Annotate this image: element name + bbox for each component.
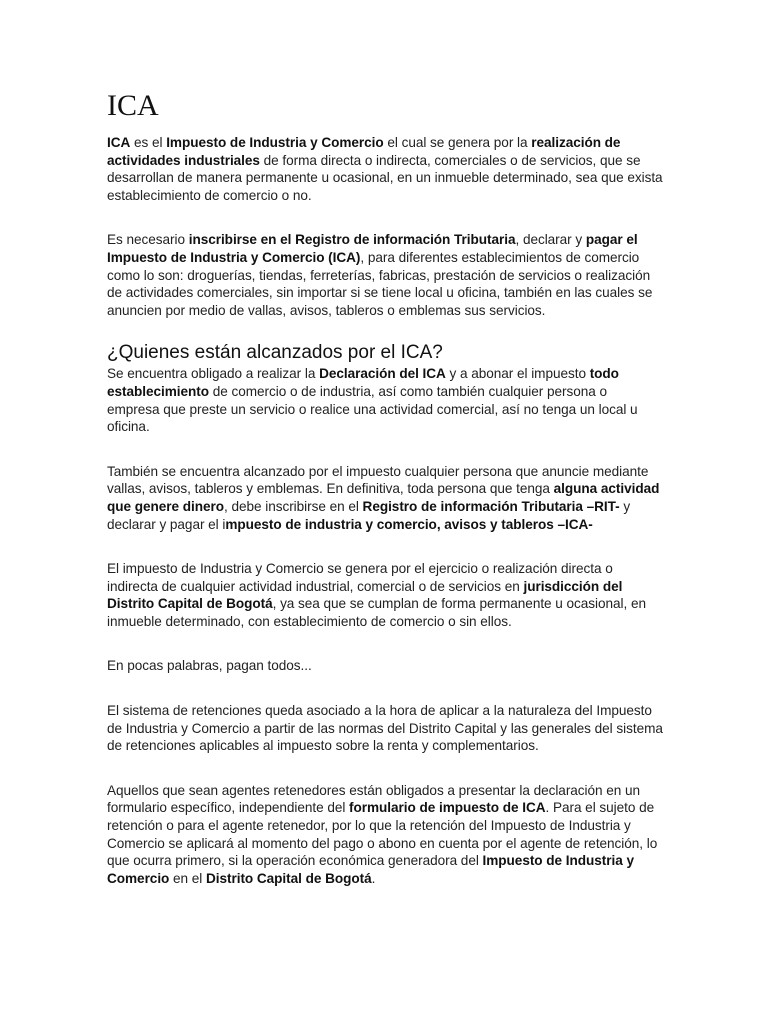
emphasis-text: Registro de información Tributaria –RIT-: [362, 498, 620, 514]
emphasis-text: Impuesto de Industria y Comercio: [166, 135, 384, 150]
emphasis-text: todo establecimiento: [107, 366, 619, 399]
emphasis-text: pagar el Impuesto de Industria y Comercio (ICA): [107, 232, 638, 265]
emphasis-text: inscribirse en el Registro de información Tributaria: [188, 232, 516, 248]
document-page: [107, 88, 663, 887]
emphasis-text: alguna actividad que genere dinero: [107, 481, 660, 514]
emphasis-text: formulario de impuesto de ICA: [349, 800, 546, 816]
document-title: ICA: [107, 89, 159, 122]
emphasis-text: Distrito Capital de Bogotá: [206, 870, 372, 886]
emphasis-text: Impuesto de Industria y Comercio: [107, 853, 634, 886]
emphasis-text: ICA: [107, 135, 131, 150]
paragraph-withholding-system: El sistema de retenciones queda asociado a la hora de aplicar a la naturaleza del Impuesto de Industria y Comercio a partir de las normas del Distrito Capital y las generales del sistema de retenciones aplicables al impuesto sobre la renta y complementarios.: [107, 703, 663, 754]
emphasis-text: mpuesto de industria y comercio, avisos y tableros –ICA-: [225, 516, 593, 532]
paragraph-withholding-agents: Aquellos que sean agentes retenedores están obligados a presentar la declaración en un formulario específico, independiente del formulario de impuesto de ICA. Para el sujeto de retención o para el agente retenedor, por lo que la retención del Impuesto de Industria y Comercio se aplicará al momento del pago o abono en cuenta por el agente de retención, lo que ocurra primero, si la operación económica generadora del Impuesto de Industria y Comercio en el Distrito Capital de Bogotá.: [107, 782, 658, 886]
paragraph-summary: En pocas palabras, pagan todos...: [107, 658, 312, 674]
paragraph-ica-definition: ICA es el Impuesto de Industria y Comercio el cual se genera por la realización de actividades industriales de forma directa o indirecta, comerciales o de servicios, que se desarrollan de manera permanente u ocasional, en un inmueble determinado, sea que exista establecimiento de comercio o no.: [107, 135, 663, 203]
paragraph-registration-requirement: Es necesario inscribirse en el Registro de información Tributaria, declarar y pagar el Impuesto de Industria y Comercio (ICA), para diferentes establecimientos de comercio como lo son: droguerías, tiendas, ferreterías, fabricas, prestación de servicios o realización de actividades comerciales, sin importar si se tiene local u oficina, también en las cuales se anuncien por medio de vallas, avisos, tableros o emblemas sus servicios.: [107, 232, 653, 318]
emphasis-text: Declaración del ICA: [319, 366, 446, 382]
paragraph-tax-generation: El impuesto de Industria y Comercio se genera por el ejercicio o realización directa o indirecta de cualquier actividad industrial, comercial o de servicios en jurisdicción del Distrito Capital de Bogotá, ya sea que se cumplan de forma permanente u ocasional, en inmueble determinado, con establecimiento de comercio o sin ellos.: [107, 561, 646, 629]
emphasis-text: realización de actividades industriales: [107, 135, 621, 168]
emphasis-text: jurisdicción del Distrito Capital de Bogotá: [107, 578, 623, 612]
section-heading-who-is-covered: ¿Quienes están alcanzados por el ICA?: [107, 342, 443, 364]
paragraph-also-covered: También se encuentra alcanzado por el impuesto cualquier persona que anuncie mediante vallas, avisos, tableros y emblemas. En definitiva, toda persona que tenga alguna actividad que genere dinero, debe inscribirse en el Registro de información Tributaria –RIT- y declarar y pagar el impuesto de industria y comercio, avisos y tableros –ICA-: [107, 463, 660, 532]
paragraph-obligated-parties: Se encuentra obligado a realizar la Declaración del ICA y a abonar el impuesto todo establecimiento de comercio o de industria, así como también cualquier persona o empresa que preste un servicio o realice una actividad comercial, así no tenga un local u oficina.: [107, 366, 638, 435]
